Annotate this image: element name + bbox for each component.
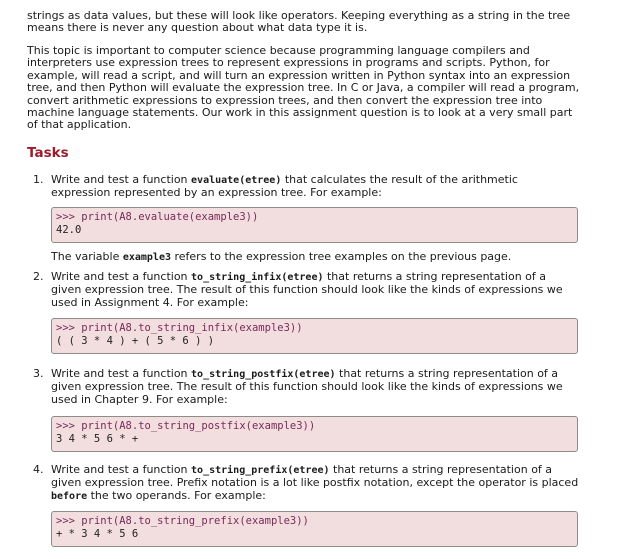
- function-signature: to_string_infix(etree): [191, 272, 324, 283]
- code-command: print(A8.evaluate(example3)): [81, 211, 259, 223]
- code-output: ( ( 3 * 4 ) + ( 5 * 6 ) ): [56, 334, 215, 347]
- code-command: print(A8.to_string_prefix(example3)): [81, 515, 309, 527]
- task-note: The variable example3 refers to the expression tree examples on the previous page.: [51, 250, 512, 263]
- task-description: Write and test a function to_string_infix(etree) that returns a string representation of a given expression tree. The result of this function should look like the kinds of expressions we used in Assignment 4. For example:: [51, 270, 563, 309]
- intro-paragraph-1: strings as data values, but these will look like operators. Keeping everything as a string in the tree means there is never any question about what data type it is.: [27, 9, 571, 35]
- task-number: 3.: [33, 367, 44, 380]
- code-block: >>> print(A8.evaluate(example3)) 42.0: [51, 207, 578, 243]
- task-number: 4.: [33, 463, 44, 476]
- intro-paragraph-2: This topic is important to computer science because programming language compilers and interpreters use expression trees to represent expressions in programs and scripts. Python, for example, will read a script, and will turn an expression written in Python syntax into an expression tree, and then Python will evaluate the expression tree. In C or Java, a compiler will read a program, convert arithmetic expressions to expression trees, and then convert the expression tree into machine language statements. Our work in this assignment question is to look at a very small part of that application.: [27, 44, 580, 132]
- code-command: print(A8.to_string_postfix(example3)): [81, 420, 316, 432]
- task-number: 1.: [33, 173, 44, 186]
- code-output: + * 3 4 * 5 6: [56, 527, 139, 540]
- function-signature: to_string_postfix(etree): [191, 369, 336, 380]
- code-block: >>> print(A8.to_string_prefix(example3)) + * 3 4 * 5 6: [51, 511, 578, 547]
- function-signature: evaluate(etree): [191, 175, 282, 186]
- tasks-heading: Tasks: [27, 145, 69, 161]
- code-output: 3 4 * 5 6 * +: [56, 432, 139, 445]
- task-description: Write and test a function to_string_prefix(etree) that returns a string representation of a given expression tree. Prefix notation is a lot like postfix notation, except the operator is placed before the two operands. For example:: [51, 463, 579, 502]
- function-signature: to_string_prefix(etree): [191, 465, 330, 476]
- emphasis-before: before: [51, 490, 88, 502]
- code-output: 42.0: [56, 223, 82, 236]
- code-command: print(A8.to_string_infix(example3)): [81, 322, 303, 334]
- task-description: Write and test a function evaluate(etree) that calculates the result of the arithmetic expression represented by an expression tree. For example:: [51, 173, 518, 200]
- task-description: Write and test a function to_string_postfix(etree) that returns a string representation of a given expression tree. The result of this function should look like the kinds of expressions we used in Chapter 9. For example:: [51, 367, 563, 406]
- task-number: 2.: [33, 270, 44, 283]
- code-block: >>> print(A8.to_string_postfix(example3)) 3 4 * 5 6 * +: [51, 416, 578, 452]
- code-block: >>> print(A8.to_string_infix(example3)) ( ( 3 * 4 ) + ( 5 * 6 ) ): [51, 318, 578, 354]
